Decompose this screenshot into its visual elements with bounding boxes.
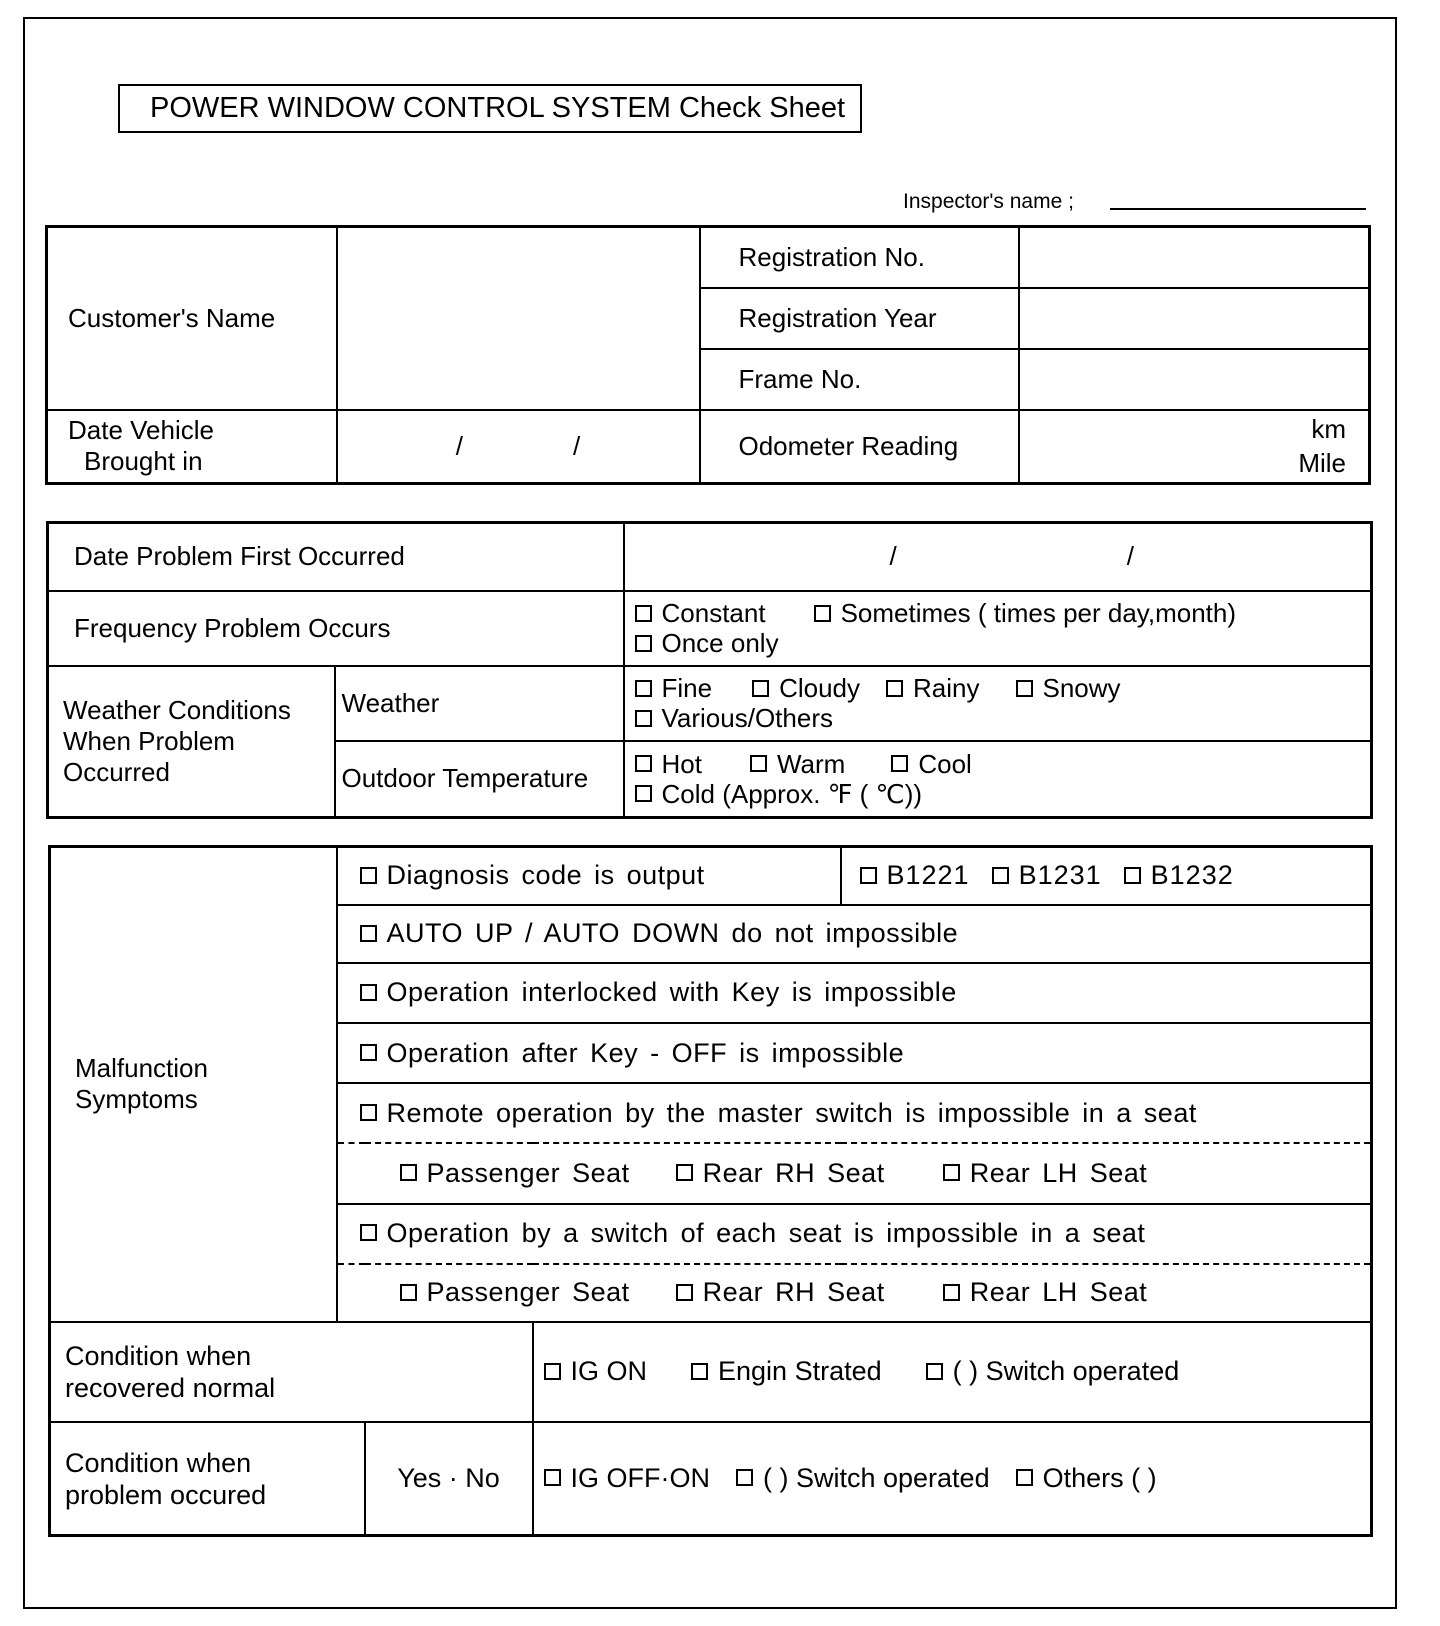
registration-no-field[interactable] <box>1019 227 1370 288</box>
checkbox[interactable] <box>635 605 652 622</box>
vehicle-info-table <box>45 225 1371 485</box>
occured-switch-option[interactable]: ( ) Switch operated <box>736 1463 990 1494</box>
checkbox[interactable] <box>360 867 377 884</box>
freq-once-option[interactable]: Once only <box>635 628 779 658</box>
occured-options <box>533 1422 1372 1535</box>
malfunction-label: Malfunction Symptoms <box>50 847 337 1322</box>
checkbox[interactable] <box>943 1164 960 1181</box>
checkbox[interactable] <box>360 1044 377 1061</box>
freq-sometimes-option[interactable]: Sometimes ( times per day,month) <box>814 598 1236 628</box>
mile-unit: Mile <box>1298 448 1346 479</box>
recovered-switch-option[interactable]: ( ) Switch operated <box>926 1356 1180 1387</box>
checkbox[interactable] <box>635 755 652 772</box>
date-brought-field[interactable] <box>337 410 700 484</box>
checkbox[interactable] <box>360 925 377 942</box>
code-b1221-option[interactable]: B1221 <box>860 860 970 891</box>
occured-others-option[interactable]: Others ( ) <box>1016 1463 1157 1494</box>
checkbox[interactable] <box>691 1363 708 1380</box>
date-first-label: Date Problem First Occurred <box>48 523 624 591</box>
recovered-ig-on-option[interactable]: IG ON <box>544 1356 648 1387</box>
checkbox[interactable] <box>635 635 652 652</box>
remote-seat-options <box>337 1143 1372 1203</box>
temperature-options <box>624 741 1372 818</box>
each-rear-lh-seat-option[interactable]: Rear LH Seat <box>943 1277 1148 1308</box>
checkbox[interactable] <box>360 1224 377 1241</box>
weather-options <box>624 666 1372 741</box>
occured-label: Condition when problem occured <box>50 1422 365 1535</box>
malfunction-symptoms-table <box>48 845 1373 1537</box>
checkbox[interactable] <box>544 1363 561 1380</box>
temp-cool-option[interactable]: Cool <box>891 749 971 779</box>
odometer-label: Odometer Reading <box>700 410 1019 484</box>
registration-year-field[interactable] <box>1019 288 1370 349</box>
checkbox[interactable] <box>736 1469 753 1486</box>
remote-passenger-seat-option[interactable]: Passenger Seat <box>400 1158 630 1189</box>
km-unit: km <box>1311 414 1346 445</box>
checkbox[interactable] <box>400 1284 417 1301</box>
date-brought-label: Date Vehicle Brought in <box>47 410 337 484</box>
occured-ig-off-on-option[interactable]: IG OFF·ON <box>544 1463 710 1494</box>
registration-no-label: Registration No. <box>700 227 1019 288</box>
frequency-options <box>624 591 1372 666</box>
freq-constant-option[interactable]: Constant <box>635 598 766 628</box>
checkbox[interactable] <box>360 1104 377 1121</box>
date-separator: / <box>455 430 463 461</box>
recovered-options <box>533 1322 1372 1422</box>
inspector-name-field[interactable] <box>1110 208 1366 210</box>
registration-year-label: Registration Year <box>700 288 1019 349</box>
date-first-field[interactable] <box>624 523 1372 591</box>
checkbox[interactable] <box>860 867 877 884</box>
yes-no-field[interactable]: Yes · No <box>365 1422 533 1535</box>
temp-hot-option[interactable]: Hot <box>635 749 702 779</box>
checkbox[interactable] <box>635 710 652 727</box>
inspector-label: Inspector's name ; <box>903 190 1074 213</box>
frequency-label: Frequency Problem Occurs <box>48 591 624 666</box>
odometer-field[interactable] <box>1019 410 1370 484</box>
checkbox[interactable] <box>943 1284 960 1301</box>
checkbox[interactable] <box>544 1469 561 1486</box>
each-passenger-seat-option[interactable]: Passenger Seat <box>400 1277 630 1308</box>
checkbox[interactable] <box>635 785 652 802</box>
title-text: POWER WINDOW CONTROL SYSTEM Check Sheet <box>150 92 846 124</box>
frame-no-label: Frame No. <box>700 349 1019 410</box>
symptom-each-seat-switch[interactable]: Operation by a switch of each seat is impossible in a seat <box>337 1204 1372 1264</box>
checkbox[interactable] <box>891 755 908 772</box>
remote-rear-rh-seat-option[interactable]: Rear RH Seat <box>676 1158 885 1189</box>
recovered-label: Condition when recovered normal <box>50 1322 533 1422</box>
date-separator: / <box>573 430 581 461</box>
weather-label: Weather <box>335 666 624 741</box>
checkbox[interactable] <box>1016 680 1033 697</box>
each-rear-rh-seat-option[interactable]: Rear RH Seat <box>676 1277 885 1308</box>
frame-no-field[interactable] <box>1019 349 1370 410</box>
date-separator: / <box>1126 541 1134 572</box>
diagnosis-codes <box>841 847 1372 905</box>
weather-rainy-option[interactable]: Rainy <box>886 673 979 703</box>
checkbox[interactable] <box>752 680 769 697</box>
checkbox[interactable] <box>676 1164 693 1181</box>
symptom-remote-operation[interactable]: Remote operation by the master switch is impossible in a seat <box>337 1083 1372 1143</box>
symptom-after-key-off[interactable]: Operation after Key - OFF is impossible <box>337 1023 1372 1083</box>
customer-name-label: Customer's Name <box>47 227 337 410</box>
weather-snowy-option[interactable]: Snowy <box>1016 673 1121 703</box>
weather-fine-option[interactable]: Fine <box>635 673 713 703</box>
checkbox[interactable] <box>886 680 903 697</box>
symptom-diagnosis[interactable]: Diagnosis code is output <box>337 847 841 905</box>
checkbox[interactable] <box>360 984 377 1001</box>
checkbox[interactable] <box>676 1284 693 1301</box>
each-seat-options <box>337 1264 1372 1322</box>
checkbox[interactable] <box>926 1363 943 1380</box>
symptom-interlocked-key[interactable]: Operation interlocked with Key is impossible <box>337 963 1372 1023</box>
symptom-auto-up-down[interactable]: AUTO UP / AUTO DOWN do not impossible <box>337 905 1372 963</box>
temp-cold-option[interactable]: Cold (Approx. ℉ ( ℃)) <box>635 779 923 809</box>
checkbox[interactable] <box>400 1164 417 1181</box>
problem-occurrence-table <box>46 521 1373 819</box>
recovered-engin-option[interactable]: Engin Strated <box>691 1356 882 1387</box>
page-title <box>118 84 862 133</box>
checkbox[interactable] <box>1016 1469 1033 1486</box>
date-separator: / <box>889 541 897 572</box>
temp-warm-option[interactable]: Warm <box>750 749 845 779</box>
weather-conditions-label: Weather Conditions When Problem Occurred <box>48 666 335 818</box>
checkbox[interactable] <box>814 605 831 622</box>
weather-cloudy-option[interactable]: Cloudy <box>752 673 860 703</box>
remote-rear-lh-seat-option[interactable]: Rear LH Seat <box>943 1158 1148 1189</box>
code-b1231-option[interactable]: B1231 <box>992 860 1102 891</box>
checkbox[interactable] <box>635 680 652 697</box>
code-b1232-option[interactable]: B1232 <box>1124 860 1234 891</box>
checkbox[interactable] <box>1124 867 1141 884</box>
outdoor-temp-label: Outdoor Temperature <box>335 741 624 818</box>
weather-various-option[interactable]: Various/Others <box>635 703 833 733</box>
checkbox[interactable] <box>992 867 1009 884</box>
customer-name-field[interactable] <box>337 227 700 410</box>
checkbox[interactable] <box>750 755 767 772</box>
